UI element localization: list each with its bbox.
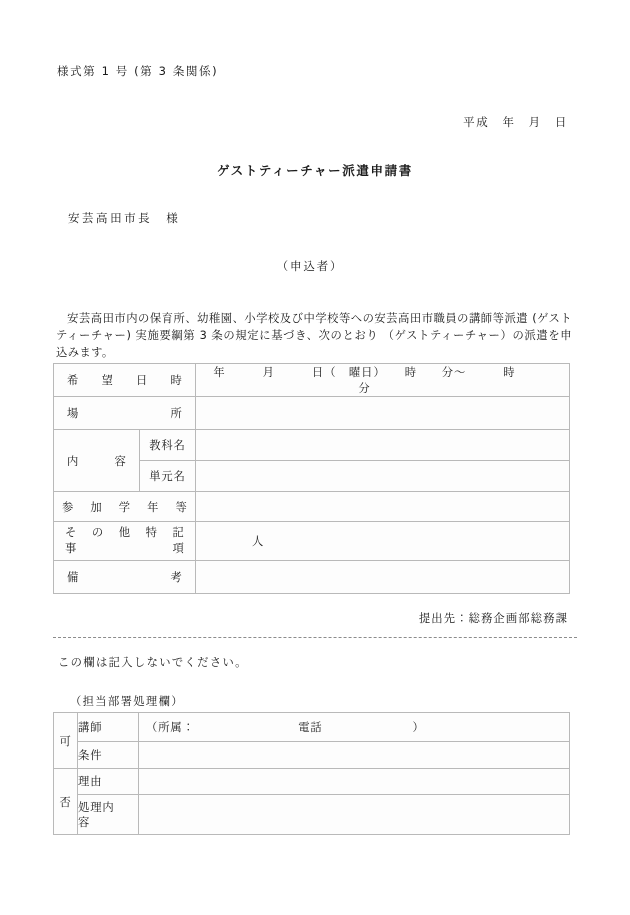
label-text: 備考 <box>67 571 182 584</box>
table-row <box>54 492 570 522</box>
label-text: 場所 <box>67 407 182 420</box>
label-text: 否 <box>59 795 72 809</box>
label-text: 教科名 <box>149 439 186 452</box>
label-text: 条件 <box>78 748 103 762</box>
label-text: 理由 <box>78 775 103 788</box>
row-label-place <box>54 397 196 430</box>
row-label-processing-details <box>78 795 139 835</box>
row-label-remarks <box>54 561 196 594</box>
processing-table <box>53 712 570 835</box>
field-unit-name[interactable] <box>196 461 570 492</box>
table-row <box>54 364 570 397</box>
label-text-line1: 処理内 <box>78 800 115 814</box>
field-desired-datetime[interactable] <box>196 364 570 397</box>
label-text: 単元名 <box>149 470 186 483</box>
label-text: 希望日時 <box>67 374 182 387</box>
field-place[interactable] <box>196 397 570 430</box>
row-label-unit-name <box>140 461 196 492</box>
table-row <box>54 430 570 461</box>
label-text: 参加学年等 <box>62 500 187 514</box>
row-label-instructor <box>78 713 139 742</box>
submit-to-note: 提出先：総務企画部総務課 <box>418 612 568 625</box>
do-not-fill-notice: この欄は記入しないでください。 <box>58 656 248 669</box>
body-paragraph <box>56 310 572 362</box>
row-label-desired-datetime <box>54 364 196 397</box>
row-label-other-notes <box>54 522 196 561</box>
judgement-denied <box>54 769 78 835</box>
table-row <box>54 522 570 561</box>
table-row <box>54 397 570 430</box>
label-text-line2: 事項 <box>65 542 184 555</box>
field-grade-level[interactable] <box>196 492 570 522</box>
row-label-conditions <box>78 742 139 769</box>
label-text-line2: 容 <box>78 815 91 829</box>
table-row <box>54 713 570 742</box>
field-conditions[interactable] <box>139 742 570 769</box>
label-text: 講師 <box>78 720 103 734</box>
judgement-approved <box>54 713 78 769</box>
label-text: 可 <box>59 734 72 748</box>
applicant-label: （申込者） <box>276 259 344 273</box>
table-row <box>54 561 570 594</box>
row-label-grade-level <box>54 492 196 522</box>
field-reason[interactable] <box>139 769 570 795</box>
datetime-slots-text: 年 月 日（ 曜日） 時 分〜 時 分 <box>213 366 541 395</box>
field-instructor-affiliation[interactable] <box>139 713 570 742</box>
application-table <box>53 363 570 594</box>
page-title: ゲストティーチャー派遣申請書 <box>217 163 413 178</box>
date-line: 平成 年 月 日 <box>463 115 568 129</box>
table-row <box>54 769 570 795</box>
field-remarks[interactable] <box>196 561 570 594</box>
form-number: 様式第 1 号 (第 3 条関係) <box>57 64 219 78</box>
row-label-content <box>54 430 140 492</box>
field-other-notes[interactable] <box>196 522 570 561</box>
table-row <box>54 742 570 769</box>
table-row <box>54 795 570 835</box>
body-paragraph-text: 安芸高田市内の保育所、幼稚園、小学校及び中学校等への安芸高田市職員の講師等派遣 (ゲストティーチャー) 実施要綱第 3 条の規定に基づき、次のとおり （ゲストティーチャー）の派遣を申込みます。 <box>56 312 572 360</box>
row-label-subject-name <box>140 430 196 461</box>
addressee: 安芸高田市長 様 <box>68 211 181 225</box>
field-subject-name[interactable] <box>196 430 570 461</box>
field-processing-details[interactable] <box>139 795 570 835</box>
affiliation-phone-text: （所属： 電話 ） <box>146 721 425 734</box>
label-text-line1: その他特記 <box>65 526 184 539</box>
dept-section-label: （担当部署処理欄） <box>70 695 184 708</box>
people-unit-text: 人 <box>252 535 265 548</box>
label-text: 内容 <box>67 454 126 468</box>
cut-line-divider <box>53 637 577 638</box>
row-label-reason <box>78 769 139 795</box>
